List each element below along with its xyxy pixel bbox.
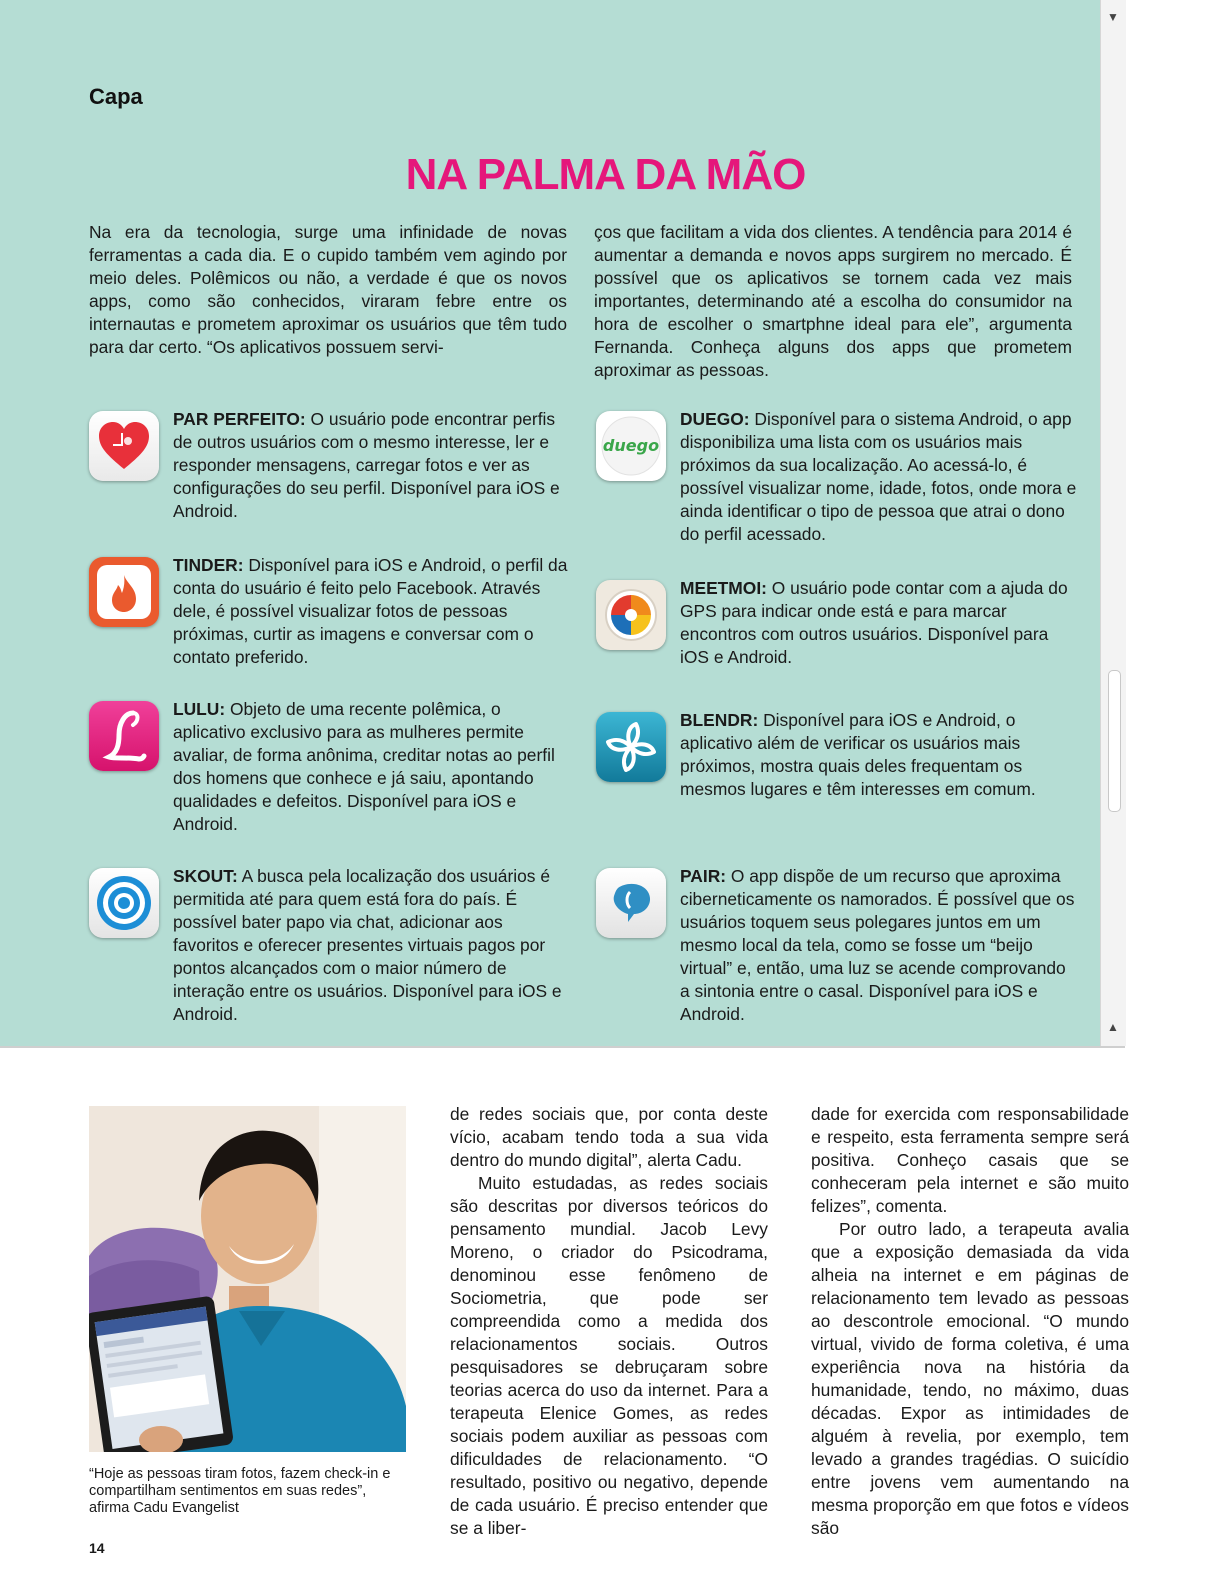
pinwheel-icon [596,712,666,782]
body-paragraph: Muito estudadas, as redes sociais são descritas por diversos teóricos do pensamento mundial. Jacob Levy Moreno, o criador do Psicodrama, denominou esse fenômeno de Sociometria, que pode ser compreendida como a medida dos relacionamentos sociais. Outros pesquisadores se debruçaram sobre teorias acerca do uso da internet. Para a terapeuta Elenice Gomes, as redes sociais podem auxiliar as pessoas com dificuldades de relacionamento. “O resultado, positivo ou negativo, depende de cada usuário. É preciso entender que se a liber- [450,1173,768,1538]
app-description: Disponível para iOS e Android, o aplicativo além de verificar os usuários mais próximos, mostra quais deles frequentam os mesmos lugares e têm interesses em comum. [680,710,1036,799]
lulu-letter-icon [89,701,159,771]
scroll-up-arrow-icon[interactable]: ▲ [1107,1020,1119,1034]
app-description: Disponível para iOS e Android, o perfil da conta do usuário é feito pelo Facebook. Através dele, é possível visualizar fotos de pessoas próximas, curtir as imagens e conversar com o contato preferido. [173,555,568,667]
photo-caption: “Hoje as pessoas tiram fotos, fazem check-in e compartilham sentimentos em suas redes”, afirma Cadu Evangelist [89,1466,391,1516]
photo-cadu-evangelist [89,1106,406,1452]
app-description: O usuário pode contar com a ajuda do GPS para indicar onde está e para marcar encontros com outros usuários. Disponível para iOS e Android. [680,578,1068,667]
app-name: DUEGO: [680,409,750,429]
body-paragraph: de redes sociais que, por conta deste vício, acabam tendo toda a sua vida dentro do mundo digital”, alerta Cadu. [450,1104,768,1170]
pie-circle-icon [596,580,666,650]
body-paragraph: dade for exercida com responsabilidade e respeito, esta ferramenta sempre será positiva. Conheço casais que se conheceram pela internet e são muito felizes”, comenta. [811,1104,1129,1216]
section-label: Capa [89,84,143,109]
target-icon [89,868,159,938]
app-description: Objeto de uma recente polêmica, o aplicativo exclusivo para as mulheres permite avaliar, de forma anônima, creditar notas ao perfil dos homens que conhece e já saiu, apontando qualidades e defeitos. Disponível para iOS e Android. [173,699,555,834]
app-name: MEETMOI: [680,578,767,598]
heart-puzzle-icon [89,411,159,481]
scroll-down-arrow-icon[interactable]: ▼ [1107,10,1119,24]
page-number: 14 [89,1540,105,1556]
app-description: A busca pela localização dos usuários é permitida até para quem está fora do país. É possível bater papo via chat, adicionar aos favoritos e oferecer presentes virtuais pagos por pontos alcançados com o maior número de interação entre os usuários. Disponível para iOS e Android. [173,866,562,1024]
app-name: PAIR: [680,866,727,886]
svg-text:duego: duego [602,436,660,455]
speech-bubble-icon [596,868,666,938]
flame-icon [89,557,159,627]
app-description: O usuário pode encontrar perfis de outros usuários com o mesmo interesse, ler e responder mensagens, carregar fotos e ver as configurações do seu perfil. Disponível para iOS e Android. [173,409,560,521]
body-paragraph: Por outro lado, a terapeuta avalia que a exposição demasiada da vida alheia na internet e em páginas de relacionamento tem levado as pessoas ao descontrole emocional. “O mundo virtual, vivido de forma coletiva, é uma experiência nova na história da humanidade, tendo, no máximo, duas décadas. Expor as intimidades de alguém à revelia, por exemplo, tem levado a grandes tragédias. O suicídio entre jovens vem aumentando na mesma proporção em que fotos e vídeos são [811,1219,1129,1538]
app-name: BLENDR: [680,710,759,730]
app-name: TINDER: [173,555,244,575]
app-description: O app dispõe de um recurso que aproxima ciberneticamente os namorados. É possível que os usuários toquem seus polegares juntos em um mesmo local da tela, como se fosse um “beijo virtual” e, então, uma luz se acende comprovando a sintonia entre o casal. Disponível para iOS e Android. [680,866,1075,1024]
body-column-middle [450,1103,768,1540]
intro-text-right: ços que facilitam a vida dos clientes. A tendência para 2014 é aumentar a demanda e novos apps surgirem no mercado. É possível que os aplicativos se tornem cada vez mais importantes, determinando até a escolha do consumidor na hora de escolher o smartphne ideal para ele”, argumenta Fernanda. Conheça alguns dos apps que prometem aproximar as pessoas. [594,222,1072,380]
body-column-right [811,1103,1129,1540]
app-name: LULU: [173,699,226,719]
app-name: PAR PERFEITO: [173,409,306,429]
page-title: NA PALMA DA MÃO [405,150,806,199]
duego-logo-icon [596,411,666,481]
panel-divider [0,1046,1125,1048]
intro-text-left: Na era da tecnologia, surge uma infinidade de novas ferramentas a cada dia. E o cupido também vem agindo por meio deles. Polêmicos ou não, a verdade é que os novos apps, como são conhecidos, viraram febre entre os internautas e prometem aproximar os usuários que têm tudo para dar certo. “Os aplicativos possuem servi- [89,222,567,357]
scrollbar-thumb[interactable] [1108,670,1121,812]
app-name: SKOUT: [173,866,238,886]
app-description: Disponível para o sistema Android, o app disponibiliza uma lista com os usuários mais próximos da sua localização. Ao acessá-lo, é possível visualizar nome, idade, fotos, onde mora e ainda identificar o tipo de pessoa que atrai o dono do perfil acessado. [680,409,1077,544]
